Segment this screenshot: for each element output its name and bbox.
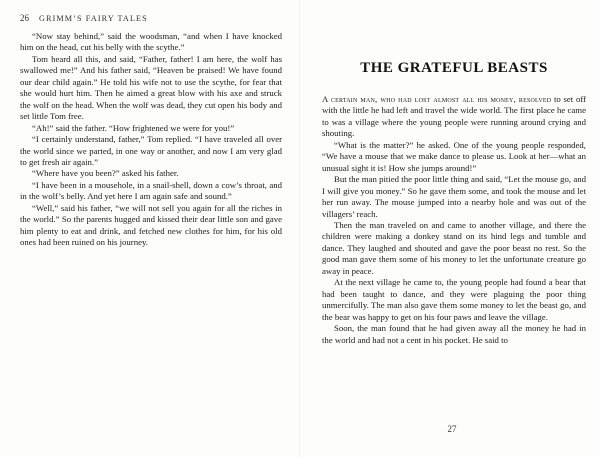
paragraph: But the man pitied the poor little thing and said, “Let the mouse go, and I will give you money.” So he gave them some, and took the mouse and let her run away. The mouse jumped into a nearby hole and was out of the villagers’ reach. <box>322 174 586 219</box>
left-page-number: 26 <box>20 13 29 23</box>
paragraph: “Well,” said his father, “we will not sell you again for all the riches in the world.” So the parents hugged and kissed their dear little son and gave him plenty to eat and drink, and fetched new clothes for him, for his old ones had been ruined on his journey. <box>20 202 282 248</box>
paragraph: “Where have you been?” asked his father. <box>32 168 179 179</box>
opening-paragraph <box>322 94 586 140</box>
paragraph: “I certainly understand, father,” Tom replied. “I have traveled all over the world since we parted, in one way or another, and now I am very glad to get fresh air again.” <box>20 134 282 167</box>
left-page-text <box>20 31 282 249</box>
paragraph: “Now stay behind,” said the woodsman, “and when I have knocked him on the head, cut his belly with the scythe.” <box>20 31 282 53</box>
running-head <box>20 13 282 23</box>
running-head-title: GRIMM’S FAIRY TALES <box>39 14 148 23</box>
right-page-text <box>322 94 586 346</box>
paragraph: Tom heard all this, and said, “Father, father! I am here, the wolf has swallowed me!” And his father said, “Heaven be praised! We have found our dear child again.” He told his wife not to use the scythe, for fear that she would hurt him. Then he aimed a great blow with his axe and struck the wolf on the head. When the wolf was dead, they cut open his body and set little Tom free. <box>20 53 282 122</box>
paragraph: “What is the matter?” he asked. One of the young people responded, “We have a mouse that we make dance to please us. Look at her—what an unusual sight it is! How she jumps around!” <box>322 139 586 173</box>
paragraph: “Ah!” said the father. “How frightened we were for you!” <box>32 122 235 133</box>
opening-text: to set off with the little he had left and travel the wide world. The first place he came to was a village where the young people were running around crying and shouting. <box>322 94 586 139</box>
paragraph: “I have been in a mousehole, in a snail-shell, down a cow’s throat, and in the wolf’s belly. And yet here I am again safe and sound.” <box>20 179 282 202</box>
paragraph: Then the man traveled on and came to another village, and there the children were making a donkey stand on its hind legs and tumble and dance. They laughed and shouted and gave the poor beast no rest. So the good man gave them some of his money to let the unfortunate creature go away in peace. <box>322 219 586 276</box>
chapter-title: THE GRATEFUL BEASTS <box>360 60 548 76</box>
paragraph: At the next village he came to, the young people had found a bear that had been taught to dance, and they were plaguing the poor thing unmercifully. The man also gave them some money to let the beast go, and the bear was happy to get on his four paws and leave the village. <box>322 277 586 322</box>
right-page <box>300 0 600 457</box>
right-page-number: 27 <box>447 424 457 434</box>
paragraph: Soon, the man found that he had given away all the money he had in the world and had not a cent in his pocket. He said to <box>322 323 586 345</box>
smallcaps-lead: A certain man, who had lost almost all his money, resolved <box>322 94 552 104</box>
